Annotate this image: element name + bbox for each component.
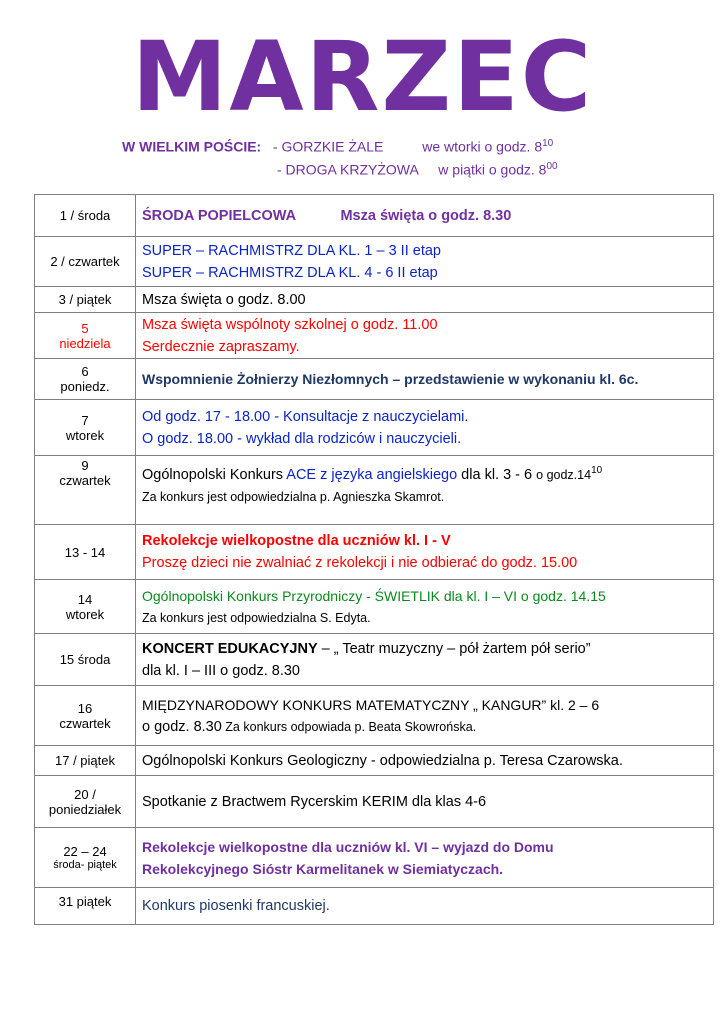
date-cell: 13 - 14 — [35, 525, 136, 580]
event-text: Ogólnopolski Konkurs — [142, 466, 287, 483]
event-cell — [136, 686, 714, 746]
event-text: Za konkurs jest odpowiedzialna p. Agnieszka Skamrot. — [142, 489, 445, 504]
table-row — [35, 359, 714, 400]
event-text: O godz. 18.00 - wykład dla rodziców i nauczycieli. — [142, 430, 462, 447]
date-line: 20 / — [74, 786, 96, 802]
date-cell — [35, 828, 136, 888]
date-line: poniedziałek — [48, 801, 122, 817]
date-cell — [35, 456, 136, 525]
table-row — [35, 313, 714, 359]
event-sup: 10 — [591, 465, 603, 476]
date-line: środa- piątek — [53, 859, 117, 871]
event-cell — [136, 580, 714, 634]
event-cell — [136, 828, 714, 888]
table-row — [35, 580, 714, 634]
date-line: 16 — [77, 700, 93, 716]
page-title: MARZEC — [131, 21, 594, 133]
event-cell — [136, 456, 714, 525]
table-row — [35, 400, 714, 456]
event-text: Msza święta o godz. 8.00 — [142, 291, 306, 308]
date-cell — [35, 359, 136, 400]
date-line: 9 — [81, 458, 89, 473]
event-text: Konkurs piosenki francuskiej. — [142, 898, 330, 914]
table-row — [35, 634, 714, 686]
event-text: Spotkanie z Bractwem Rycerskim KERIM dla klas 4-6 — [142, 793, 487, 810]
event-text: Ogólnopolski Konkurs Geologiczny - odpowiedzialna p. Teresa Czarowska. — [142, 752, 623, 769]
table-row — [35, 195, 714, 237]
event-text: Rekolekcyjnego Sióstr Karmelitanek w Siemiatyczach. — [142, 860, 504, 877]
table-row — [35, 456, 714, 525]
event-cell — [136, 400, 714, 456]
date-line: 22 – 24 — [63, 844, 107, 859]
table-row — [35, 746, 714, 776]
event-text: dla kl. 3 - 6 — [457, 466, 537, 483]
event-cell — [136, 746, 714, 776]
event-text: MIĘDZYNARODOWY KONKURS MATEMATYCZNY „ KANGUR” kl. 2 – 6 — [142, 696, 600, 713]
date-cell: 31 piątek — [35, 888, 136, 925]
event-cell — [136, 776, 714, 828]
event-text: Msza święta o godz. 8.30 — [340, 207, 512, 224]
event-cell — [136, 888, 714, 925]
lent-item2-time: w piątki o godz. 8 — [438, 161, 547, 178]
lent-item1-time: we wtorki o godz. 8 — [422, 138, 543, 155]
event-text: SUPER – RACHMISTRZ DLA KL. 4 - 6 II etap — [142, 264, 438, 281]
date-cell: 15 środa — [35, 634, 136, 686]
lent-line-1 — [122, 138, 553, 155]
event-cell — [136, 237, 714, 287]
event-text: Rekolekcje wielkopostne dla uczniów kl. I - V — [142, 533, 451, 549]
event-text: ACE z języka angielskiego — [286, 466, 458, 483]
lent-line-2 — [277, 161, 558, 178]
date-line: 14 — [77, 591, 93, 607]
event-text: KONCERT EDUKACYJNY — [142, 640, 318, 657]
event-text: o godz. 8.30 — [142, 718, 222, 735]
date-cell — [35, 686, 136, 746]
date-cell: 17 / piątek — [35, 746, 136, 776]
date-cell — [35, 313, 136, 359]
lent-item2-sup: 00 — [546, 161, 558, 172]
date-line: czwartek — [59, 715, 111, 731]
table-row — [35, 525, 714, 580]
date-line: wtorek — [65, 606, 105, 622]
date-line: wtorek — [65, 427, 105, 443]
event-text: – „ Teatr muzyczny – pół żartem pół serio” — [317, 640, 591, 657]
event-cell — [136, 287, 714, 313]
table-row — [35, 237, 714, 287]
lent-heading: W WIELKIM POŚCIE: — [122, 138, 262, 155]
event-text: Ogólnopolski Konkurs Przyrodniczy - ŚWIETLIK dla kl. I – VI o godz. 14.15 — [142, 587, 606, 604]
event-text: Msza święta wspólnoty szkolnej o godz. 11.00 — [142, 316, 438, 333]
event-text: ŚRODA POPIELCOWA — [142, 207, 297, 224]
event-cell — [136, 359, 714, 400]
lent-item2-name: - DROGA KRZYŻOWA — [277, 161, 419, 178]
date-line: poniedz. — [60, 379, 110, 394]
event-text: Od godz. 17 - 18.00 - Konsultacje z nauczycielami. — [142, 408, 469, 425]
date-cell — [35, 580, 136, 634]
event-text: Serdecznie zapraszamy. — [142, 338, 300, 355]
date-line: niedziela — [59, 335, 111, 351]
event-text: Proszę dzieci nie zwalniać z rekolekcji i nie odbierać do godz. 15.00 — [142, 555, 578, 571]
date-cell — [35, 400, 136, 456]
table-row — [35, 686, 714, 746]
event-text: SUPER – RACHMISTRZ DLA KL. 1 – 3 II etap — [142, 242, 441, 259]
date-line: 7 — [81, 412, 89, 428]
event-text: dla kl. I – III o godz. 8.30 — [142, 662, 300, 679]
table-row — [35, 287, 714, 313]
table-row — [35, 776, 714, 828]
date-cell: 1 / środa — [35, 195, 136, 237]
lent-item1-name: - GORZKIE ŻALE — [272, 138, 384, 155]
date-cell: 2 / czwartek — [35, 237, 136, 287]
date-cell: 3 / piątek — [35, 287, 136, 313]
date-cell — [35, 776, 136, 828]
event-cell — [136, 313, 714, 359]
event-cell — [136, 195, 714, 237]
event-text: o godz.14 — [536, 467, 592, 482]
date-line: 6 — [81, 364, 89, 379]
event-cell — [136, 525, 714, 580]
date-line: czwartek — [59, 473, 111, 488]
event-cell — [136, 634, 714, 686]
date-line: 5 — [81, 320, 89, 336]
event-text: Za konkurs jest odpowiedzialna S. Edyta. — [142, 610, 371, 625]
schedule-table — [34, 194, 714, 925]
event-text: Rekolekcje wielkopostne dla uczniów kl. VI – wyjazd do Domu — [142, 838, 554, 855]
table-row — [35, 888, 714, 925]
event-text: Wspomnienie Żołnierzy Niezłomnych – przedstawienie w wykonaniu kl. 6c. — [142, 371, 639, 387]
table-row — [35, 828, 714, 888]
lent-item1-sup: 10 — [542, 138, 554, 149]
event-text: Za konkurs odpowiada p. Beata Skowrońska. — [221, 719, 477, 734]
